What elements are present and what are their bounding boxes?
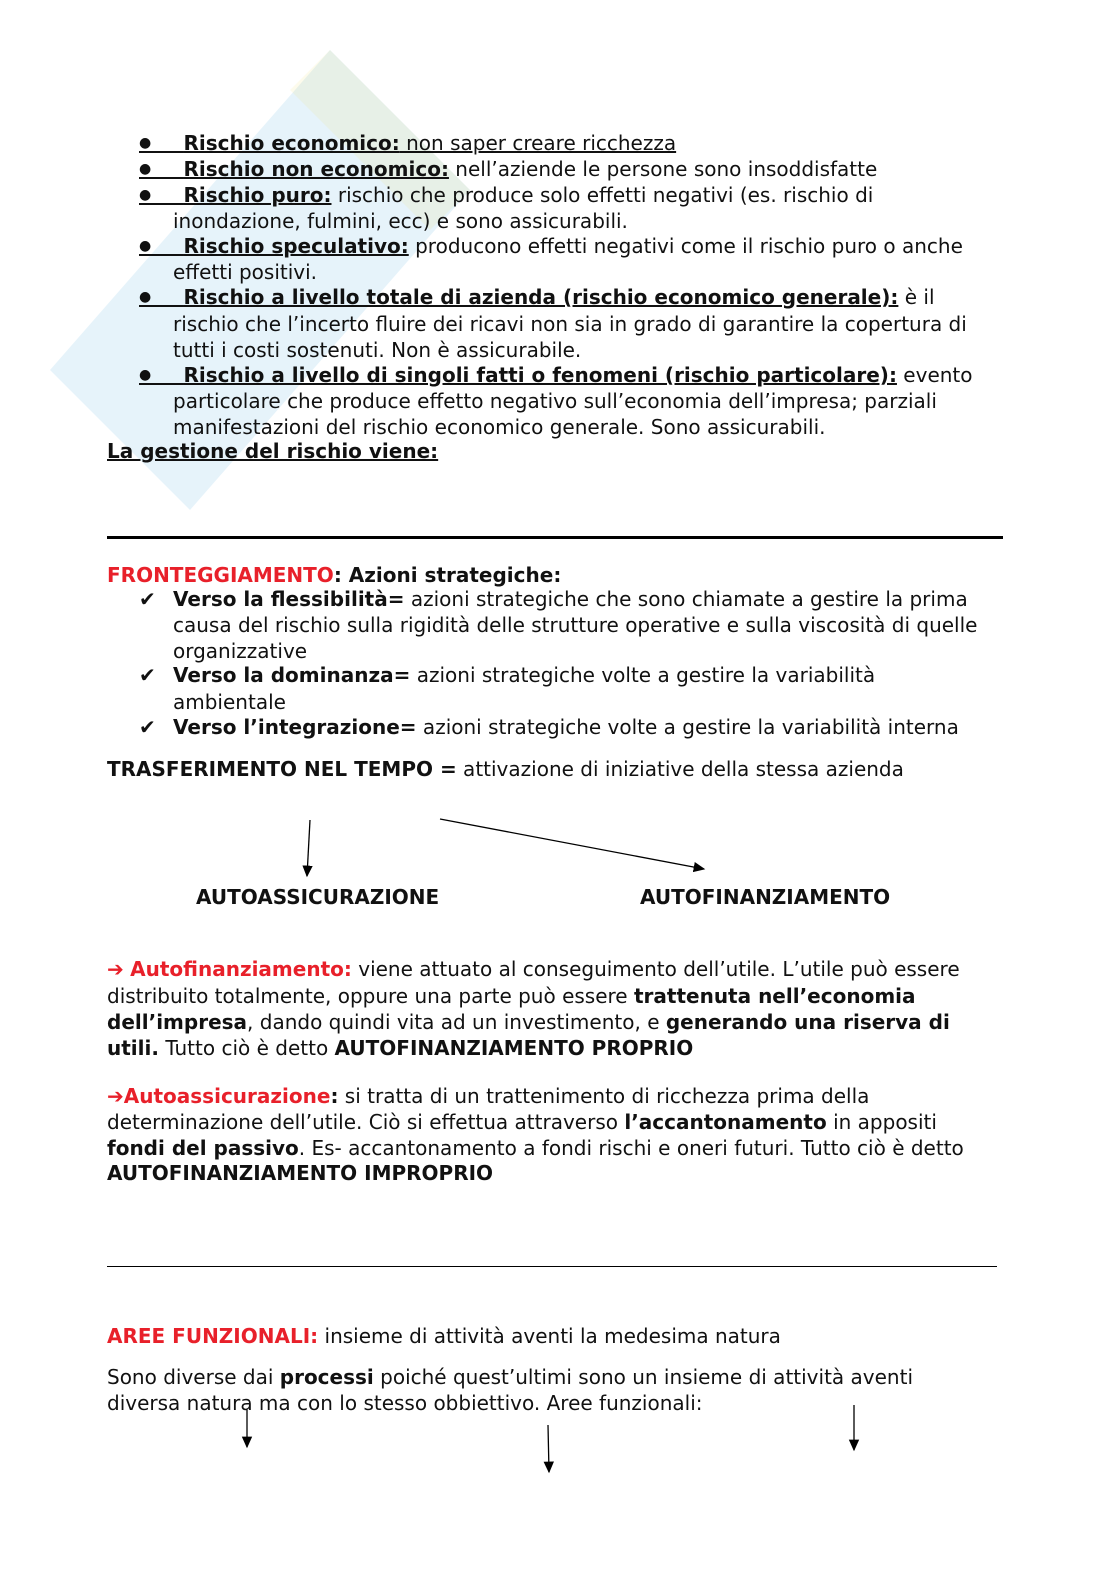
branch-autofinanziamento: AUTOFINANZIAMENTO — [640, 885, 891, 909]
autofinanziamento-paragraph: ➔ Autofinanziamento: viene attuato al conseguimento dell’utile. L’utile può essere — [107, 957, 960, 981]
autoassicurazione-paragraph: ➔Autoassicurazione: si tratta di un trattenimento di ricchezza prima della — [107, 1084, 870, 1108]
arrow-to-autofinanziamento — [440, 819, 704, 869]
arrow-right-icon: ➔ — [107, 1084, 124, 1108]
divider — [107, 1266, 997, 1267]
list-item-continuation: manifestazioni del rischio economico generale. Sono assicurabili. — [173, 415, 826, 439]
section-heading: La gestione del rischio viene: — [107, 439, 439, 463]
paragraph-line: Sono diverse dai processi poiché quest’ultimi sono un insieme di attività aventi — [107, 1365, 913, 1389]
trasferimento-line: TRASFERIMENTO NEL TEMPO = attivazione di iniziative della stessa azienda — [107, 757, 904, 781]
list-item: Rischio a livello di singoli fatti o fenomeni (rischio particolare): evento — [183, 363, 973, 387]
list-item: Verso la dominanza= azioni strategiche volte a gestire la variabilità — [173, 663, 876, 687]
bullet-icon: ● — [139, 367, 152, 383]
list-item: Verso la flessibilità= azioni strategiche che sono chiamate a gestire la prima — [173, 587, 968, 611]
branch-autoassicurazione: AUTOASSICURAZIONE — [196, 885, 440, 909]
arrow-area-2 — [548, 1425, 549, 1472]
fronteggiamento-heading: FRONTEGGIAMENTO: Azioni strategiche: — [107, 563, 562, 587]
list-item: Rischio economico: non saper creare ricchezza — [183, 131, 677, 155]
list-item-continuation: particolare che produce effetto negativo sull’economia dell’impresa; parziali — [173, 389, 937, 413]
bullet-icon: ● — [139, 238, 152, 254]
arrow-to-autoassicurazione — [307, 820, 310, 876]
list-item: Rischio a livello totale di azienda (rischio economico generale): è il — [183, 285, 935, 309]
list-item-continuation: organizzative — [173, 639, 308, 663]
paragraph-line: distribuito totalmente, oppure una parte può essere trattenuta nell’economia — [107, 984, 916, 1008]
paragraph-line: dell’impresa, dando quindi vita ad un investimento, e generando una riserva di — [107, 1010, 950, 1034]
bullet-icon: ● — [139, 161, 152, 177]
bullet-icon: ● — [139, 187, 152, 203]
bullet-icon: ● — [139, 289, 152, 305]
paragraph-line: diversa natura ma con lo stesso obbiettivo. Aree funzionali: — [107, 1391, 703, 1415]
list-item: Rischio non economico: nell’aziende le persone sono insoddisfatte — [183, 157, 878, 181]
checkmark-icon: ✔ — [139, 715, 156, 739]
checkmark-icon: ✔ — [139, 663, 156, 687]
paragraph-line: fondi del passivo. Es- accantonamento a fondi rischi e oneri futuri. Tutto ciò è detto — [107, 1136, 964, 1160]
paragraph-line: determinazione dell’utile. Ciò si effettua attraverso l’accantonamento in appositi — [107, 1110, 937, 1134]
bullet-icon: ● — [139, 135, 152, 151]
list-item-continuation: rischio che l’incerto fluire dei ricavi non sia in grado di garantire la copertura di — [173, 312, 967, 336]
list-item: Rischio puro: rischio che produce solo effetti negativi (es. rischio di — [183, 183, 874, 207]
list-item-continuation: ambientale — [173, 690, 286, 714]
checkmark-icon: ✔ — [139, 587, 156, 611]
list-item-continuation: inondazione, fulmini, ecc) e sono assicurabili. — [173, 209, 628, 233]
paragraph-line: utili. Tutto ciò è detto AUTOFINANZIAMENTO PROPRIO — [107, 1036, 694, 1060]
list-item-continuation: causa del rischio sulla rigidità delle strutture operative e sulla viscosità di quelle — [173, 613, 978, 637]
list-item-continuation: tutti i costi sostenuti. Non è assicurabile. — [173, 338, 582, 362]
list-item: Verso l’integrazione= azioni strategiche volte a gestire la variabilità interna — [173, 715, 959, 739]
paragraph-line: AUTOFINANZIAMENTO IMPROPRIO — [107, 1161, 494, 1185]
arrow-right-icon: ➔ — [107, 957, 124, 981]
list-item: Rischio speculativo: producono effetti negativi come il rischio puro o anche — [183, 234, 963, 258]
aree-funzionali-heading: AREE FUNZIONALI: insieme di attività aventi la medesima natura — [107, 1324, 781, 1348]
list-item-continuation: effetti positivi. — [173, 260, 318, 284]
